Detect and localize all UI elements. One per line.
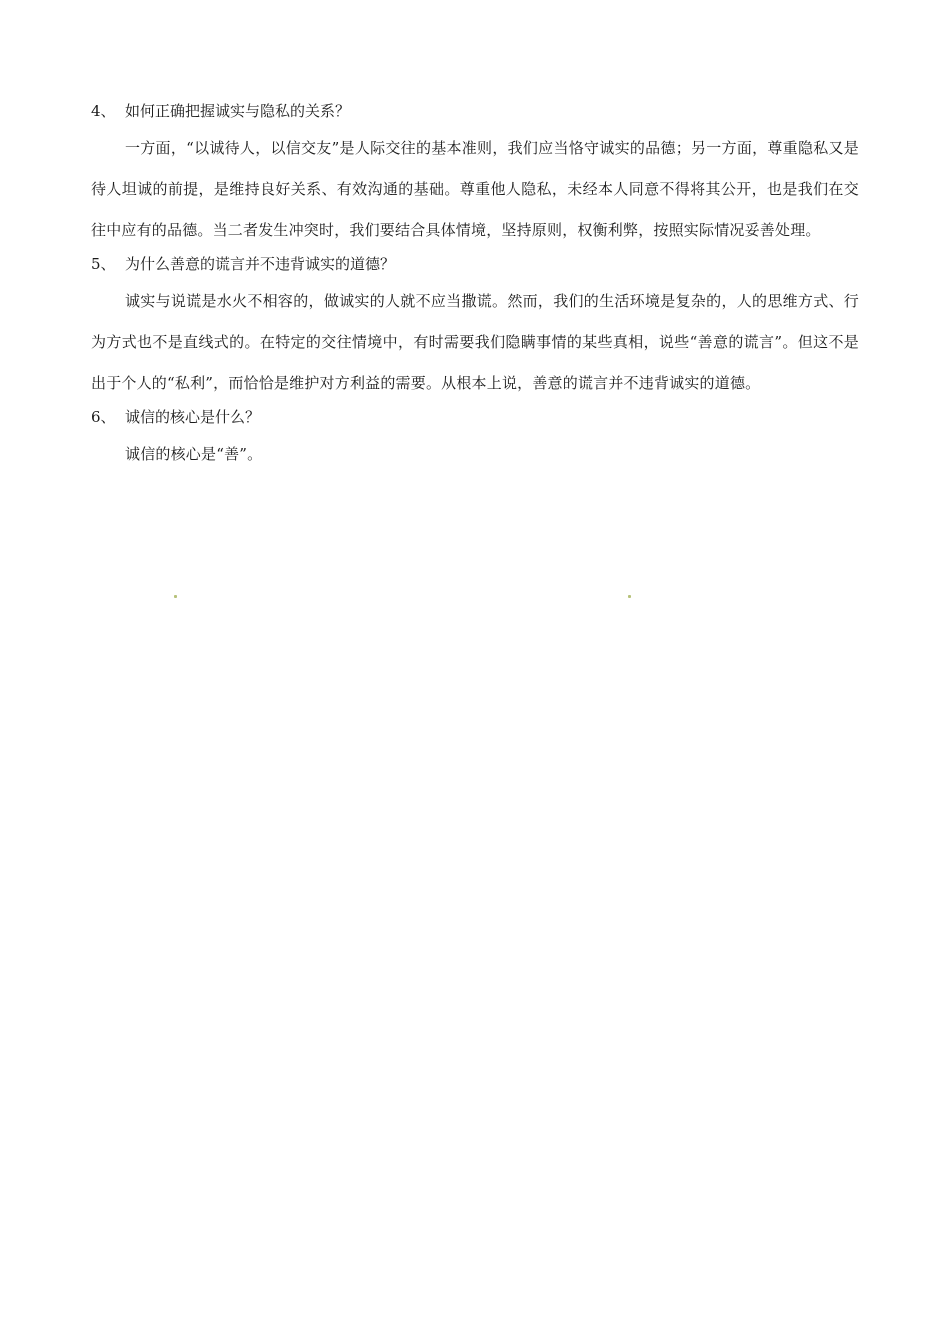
question-text: 为什么善意的谎言并不违背诚实的道德？: [125, 255, 396, 273]
question-number: 5、: [91, 255, 116, 273]
qa-item-5: [91, 251, 859, 404]
answer-5: 诚实与说谎是水火不相容的，做诚实的人就不应当撒谎。然而，我们的生活环境是复杂的，人的思维方式、行为方式也不是直线式的。在特定的交往情境中，有时需要我们隐瞒事情的某些真相，说些“善意的谎言”。但这不是出于个人的“私利”，而恰恰是维护对方利益的需要。从根本上说，善意的谎言并不违背诚实的道德。: [91, 292, 859, 392]
question-text: 诚信的核心是什么？: [125, 408, 261, 426]
question-6: [91, 404, 859, 430]
question-number: 4、: [91, 102, 116, 120]
question-5: [91, 251, 859, 277]
answer-4: 一方面，“以诚待人，以信交友”是人际交往的基本准则，我们应当恪守诚实的品德；另一方面，尊重隐私又是待人坦诚的前提，是维持良好关系、有效沟通的基础。尊重他人隐私，未经本人同意不得将其公开，也是我们在交往中应有的品德。当二者发生冲突时，我们要结合具体情境，坚持原则，权衡利弊，按照实际情况妥善处理。: [91, 139, 859, 239]
scan-speck: [628, 595, 631, 598]
qa-item-6: [91, 404, 859, 475]
document-body: [91, 98, 859, 475]
question-4: [91, 98, 859, 124]
scan-speck: [174, 595, 177, 598]
answer-6: 诚信的核心是“善”。: [125, 445, 263, 463]
question-number: 6、: [91, 408, 116, 426]
question-text: 如何正确把握诚实与隐私的关系？: [125, 102, 351, 120]
qa-item-4: [91, 98, 859, 251]
